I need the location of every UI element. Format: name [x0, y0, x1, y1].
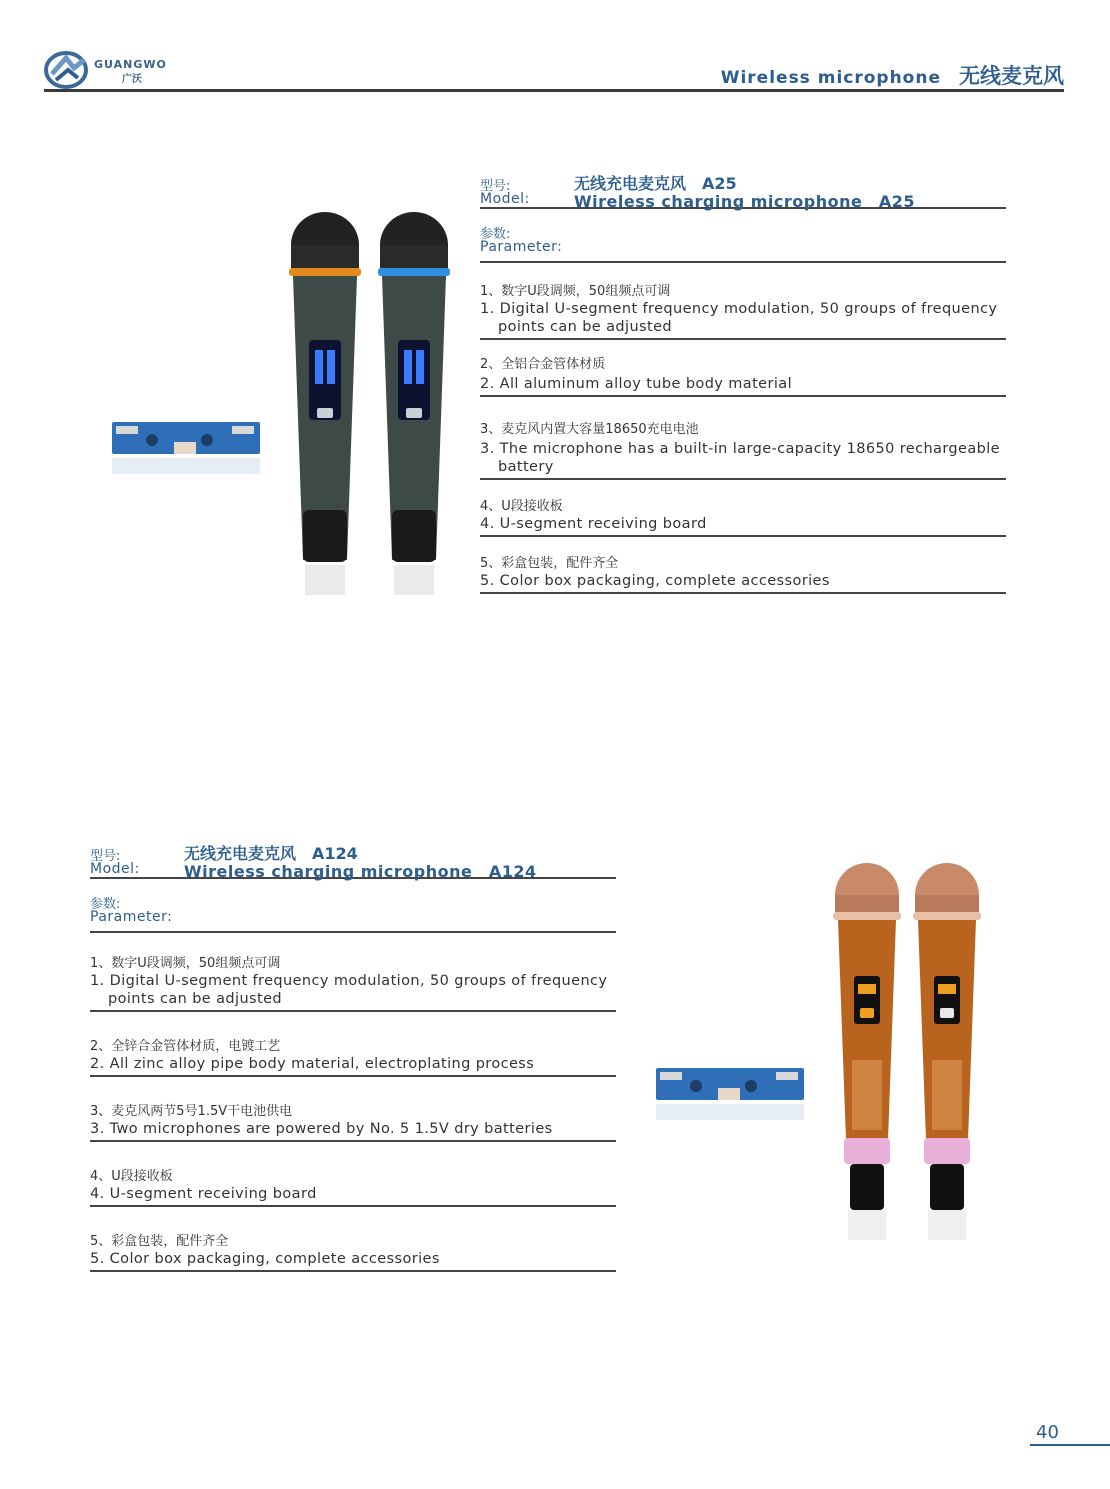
spec-item-cn: 4、U段接收板 [90, 1169, 173, 1184]
logo-text-cn: 广沃 [122, 74, 142, 85]
spec-item [480, 555, 1006, 594]
spec-item-cn: 1、数字U段调频，50组频点可调 [90, 956, 281, 971]
model-row [90, 843, 616, 879]
spec-item [480, 421, 1006, 480]
logo-mark-icon [44, 46, 94, 92]
spec-item-cn: 5、彩盒包装，配件齐全 [480, 556, 619, 571]
spec-item [480, 498, 1006, 537]
spec-item-cn: 3、麦克风两节5号1.5V干电池供电 [90, 1104, 293, 1119]
model-label-cn: 型号: [480, 179, 511, 194]
model-name-en: Wireless charging microphone A25 [574, 192, 915, 211]
param-label-en: Parameter: [480, 239, 563, 255]
spec-item-cn: 1、数字U段调频，50组频点可调 [480, 284, 671, 299]
model-name-en: Wireless charging microphone A124 [184, 862, 537, 881]
param-label-cn: 参数: [480, 227, 511, 242]
spec-item-cn: 4、U段接收板 [480, 499, 563, 514]
spec-item-en: 4. U-segment receiving board [480, 516, 707, 532]
param-label-en: Parameter: [90, 909, 173, 925]
spec-item [90, 1038, 616, 1077]
microphone-a124-left-image [830, 860, 904, 1245]
spec-item [480, 356, 1006, 397]
spec-item-en: 1. Digital U-segment frequency modulation, 50 groups of frequency points can be adjusted [90, 973, 608, 1007]
spec-item [90, 1233, 616, 1272]
spec-item-en: 3. Two microphones are powered by No. 5 1.5V dry batteries [90, 1121, 553, 1137]
param-label-cn: 参数: [90, 897, 121, 912]
page-number: 40 [1036, 1422, 1059, 1443]
microphone-a25-blue-image [374, 210, 454, 600]
page-number-underline [1030, 1444, 1110, 1446]
spec-block-a124 [90, 843, 616, 1272]
brand-logo [44, 46, 194, 92]
spec-item [480, 283, 1006, 340]
header-divider [44, 89, 1064, 92]
spec-item-en: 2. All aluminum alloy tube body material [480, 376, 793, 392]
page-title [700, 60, 1064, 90]
page-title-en: Wireless microphone [720, 68, 941, 88]
model-row [480, 173, 1006, 209]
logo-text: GUANGWO [94, 58, 167, 71]
spec-item-cn: 5、彩盒包装，配件齐全 [90, 1234, 229, 1249]
model-name-cn: 无线充电麦克风 A124 [184, 844, 358, 863]
model-label-en: Model: [480, 191, 530, 207]
page-title-cn: 无线麦克风 [959, 64, 1064, 88]
model-name-cn: 无线充电麦克风 A25 [574, 174, 737, 193]
spec-item-en: 3. The microphone has a built-in large-capacity 18650 rechargeable battery [480, 441, 1000, 475]
spec-item-en: 2. All zinc alloy pipe body material, electroplating process [90, 1056, 535, 1072]
spec-item [90, 1103, 616, 1142]
microphone-a124-right-image [910, 860, 984, 1245]
receiver-board-image [112, 418, 262, 478]
microphone-a25-orange-image [285, 210, 365, 600]
parameter-header [90, 893, 616, 933]
model-label-cn: 型号: [90, 849, 121, 864]
spec-item-en: 5. Color box packaging, complete accessories [480, 573, 830, 589]
spec-item [90, 955, 616, 1012]
spec-item-en: 5. Color box packaging, complete accessories [90, 1251, 440, 1267]
spec-item-cn: 2、全铝合金管体材质 [480, 357, 606, 372]
spec-item-en: 1. Digital U-segment frequency modulation, 50 groups of frequency points can be adjusted [480, 301, 998, 335]
spec-item-cn: 3、麦克风内置大容量18650充电电池 [480, 422, 699, 437]
parameter-header [480, 223, 1006, 263]
spec-block-a25 [480, 173, 1006, 594]
spec-item-en: 4. U-segment receiving board [90, 1186, 317, 1202]
spec-item-cn: 2、全锌合金管体材质，电镀工艺 [90, 1039, 281, 1054]
model-label-en: Model: [90, 861, 140, 877]
receiver-board-image [656, 1064, 806, 1124]
spec-item [90, 1168, 616, 1207]
